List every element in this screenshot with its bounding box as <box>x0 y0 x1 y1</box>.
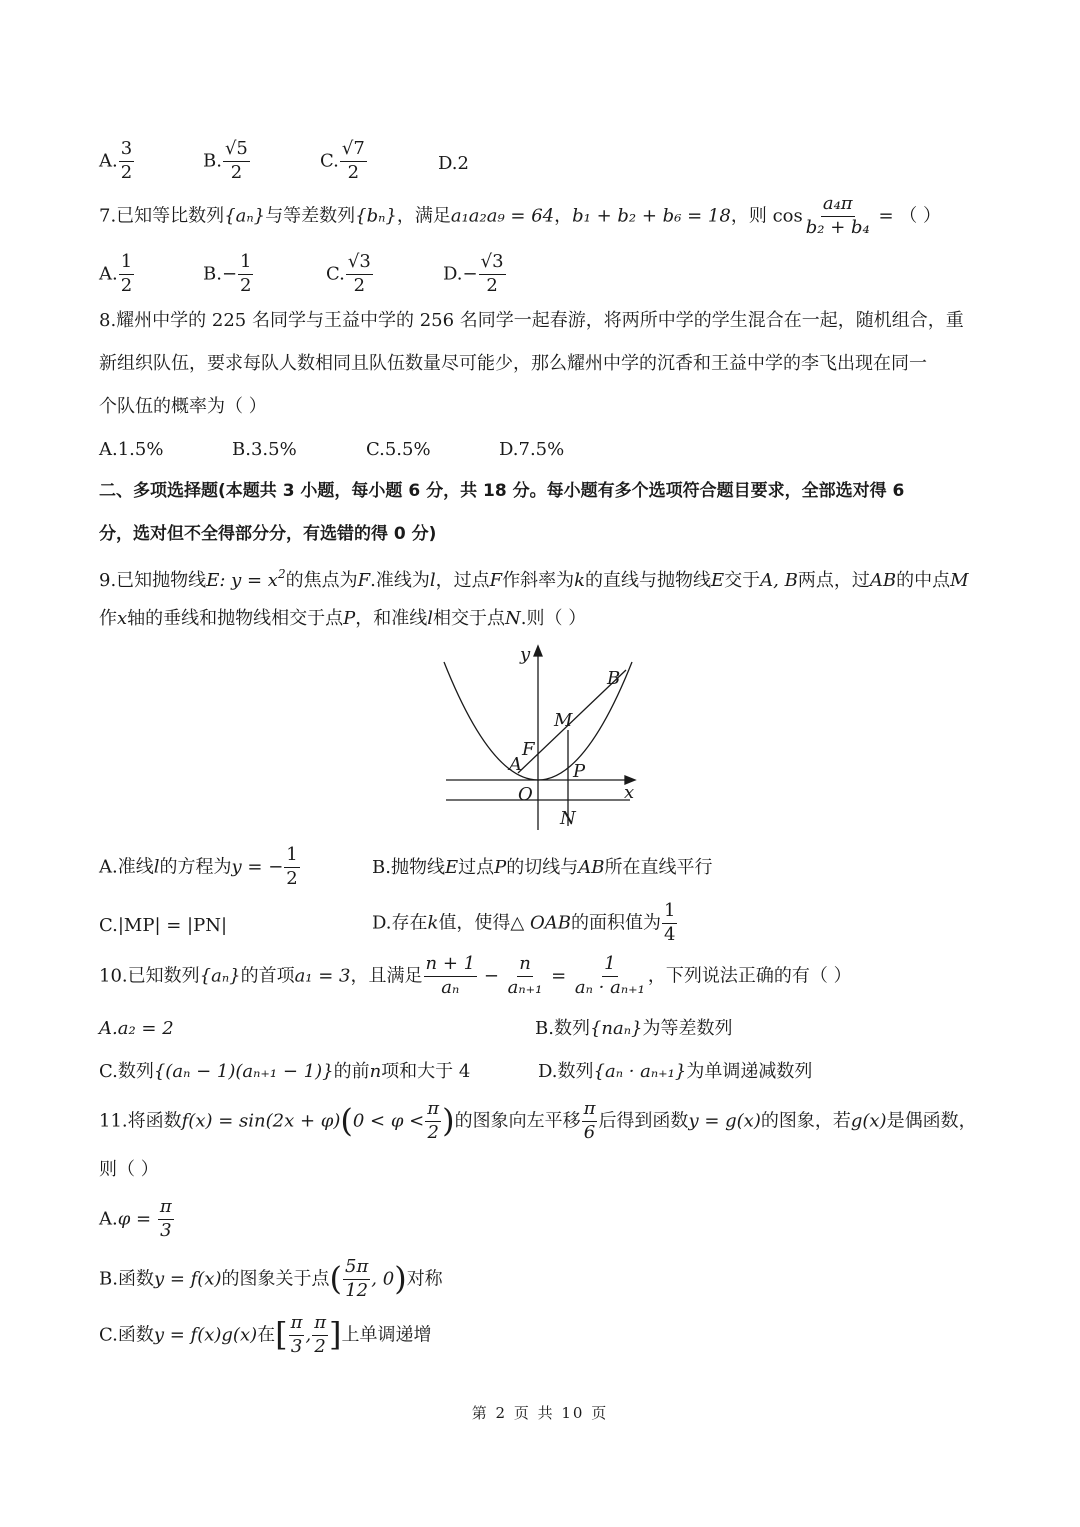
q11-stem: 11.将函数f(x) = sin(2x + φ)(0 < φ < $\frac{\pi}{2}$ )的图象向左平移 $\frac{\pi}{6}$ 后得到函数y = g(x)的图象，若g(x)是偶函数， <box>99 1098 977 1143</box>
q10-option-d: D.数列{aₙ · aₙ₊₁}为单调递减数列 <box>538 1061 813 1082</box>
q9-line-1: 9.已知抛物线E: $y = x^2$的焦点为F.准线为l，过点F作斜率为k的直线与抛物线E交于A, B两点，过AB的中点M <box>99 567 969 591</box>
q8-option-b: B.3.5% <box>232 439 297 460</box>
label-a: A <box>509 754 522 775</box>
label-m: M <box>554 710 573 731</box>
fraction: $\frac{3}{2}$ <box>120 138 133 183</box>
q7-option-b: B.− $\frac{1}{2}$ <box>203 251 252 296</box>
q9-line-2: 作x轴的垂线和抛物线相交于点P，和准线l相交于点N.则（ ） <box>99 608 587 629</box>
q7-option-a: A. $\frac{1}{2}$ <box>99 251 133 296</box>
label-p: P <box>573 761 586 782</box>
q8-option-d: D.7.5% <box>499 439 565 460</box>
q8-option-a: A.1.5% <box>99 439 164 460</box>
label-n: N <box>560 808 576 829</box>
q8-line-3: 个队伍的概率为（ ） <box>99 396 267 417</box>
q10-option-c: C.数列{(aₙ − 1)(aₙ₊₁ − 1)}的前n项和大于 4 <box>99 1061 471 1082</box>
q6-option-c: C. $\frac{√7}{2}$ <box>320 138 365 183</box>
q10-option-a: A.a₂ = 2 <box>99 1018 174 1039</box>
q11-line-2: 则（ ） <box>99 1159 159 1180</box>
q7-option-c: C. $\frac{√3}{2}$ <box>326 251 371 296</box>
q6-option-a: A. $\frac{3}{2}$ <box>99 138 133 183</box>
q11-option-c: C.函数y = f(x)g(x)在[ $\frac{\pi}{3}$ , $\frac{\pi}{2}$ ]上单调递增 <box>99 1312 432 1357</box>
section2-line-2: 分，选对但不全得部分分，有选错的得 0 分) <box>99 524 437 544</box>
q9-option-b: B.抛物线E过点P的切线与AB所在直线平行 <box>372 857 713 878</box>
q10-option-b: B.数列{naₙ}为等差数列 <box>535 1018 733 1039</box>
label-x: x <box>624 782 635 803</box>
q11-option-a: A.φ = $\frac{\pi}{3}$ <box>99 1196 172 1241</box>
q8-line-2: 新组织队伍，要求每队人数相同且队伍数量尽可能少，那么耀州中学的沉香和王益中学的李飞出现在同一 <box>99 353 927 374</box>
q7-option-d: D.− $\frac{√3}{2}$ <box>443 251 504 296</box>
q7-stem: 7.已知等比数列{aₙ}与等差数列{bₙ}，满足a₁a₂a₉ = 64，b₁ + b₂ + b₆ = 18，则 cos $\frac{\text{a₄π}}{\text{b₂ + b₄}}$ = （ ） <box>99 193 941 238</box>
label-y: y <box>520 644 531 665</box>
q8-option-c: C.5.5% <box>366 439 431 460</box>
q9-option-a: A.准线l的方程为y = − $\frac{1}{2}$ <box>99 844 298 889</box>
q9-option-c: C.|MP| = |PN| <box>99 915 228 936</box>
page-footer: 第 2 页 共 10 页 <box>471 1404 609 1422</box>
q8-line-1: 8.耀州中学的 225 名同学与王益中学的 256 名同学一起春游，将两所中学的学生混合在一起，随机组合，重 <box>99 310 964 331</box>
q11-option-b: B.函数y = f(x)的图象关于点( $\frac{5\pi}{12}$ , 0)对称 <box>99 1256 443 1301</box>
parabola-figure <box>430 640 650 835</box>
section2-line-1: 二、多项选择题(本题共 3 小题，每小题 6 分，共 18 分。每小题有多个选项符合题目要求，全部选对得 6 <box>99 481 905 501</box>
label-o: O <box>518 784 533 805</box>
q6-option-d: D.2 <box>438 153 469 174</box>
label-b: B <box>607 668 621 689</box>
y-axis-arrow <box>534 646 542 656</box>
q9-option-d: D.存在k值，使得△ OAB的面积值为 $\frac{1}{4}$ <box>372 900 676 945</box>
label-f: F <box>522 739 535 760</box>
q10-stem: 10.已知数列{aₙ}的首项a₁ = 3，且满足 $\frac{n + 1}{\text{aₙ}}$ − $\frac{n}{\text{aₙ₊₁}}$ = $\frac{1}{\text{aₙ · aₙ₊₁}}$ ，下列说法正确的有（ ） <box>99 953 852 998</box>
q6-option-b: B. $\frac{√5}{2}$ <box>203 138 248 183</box>
